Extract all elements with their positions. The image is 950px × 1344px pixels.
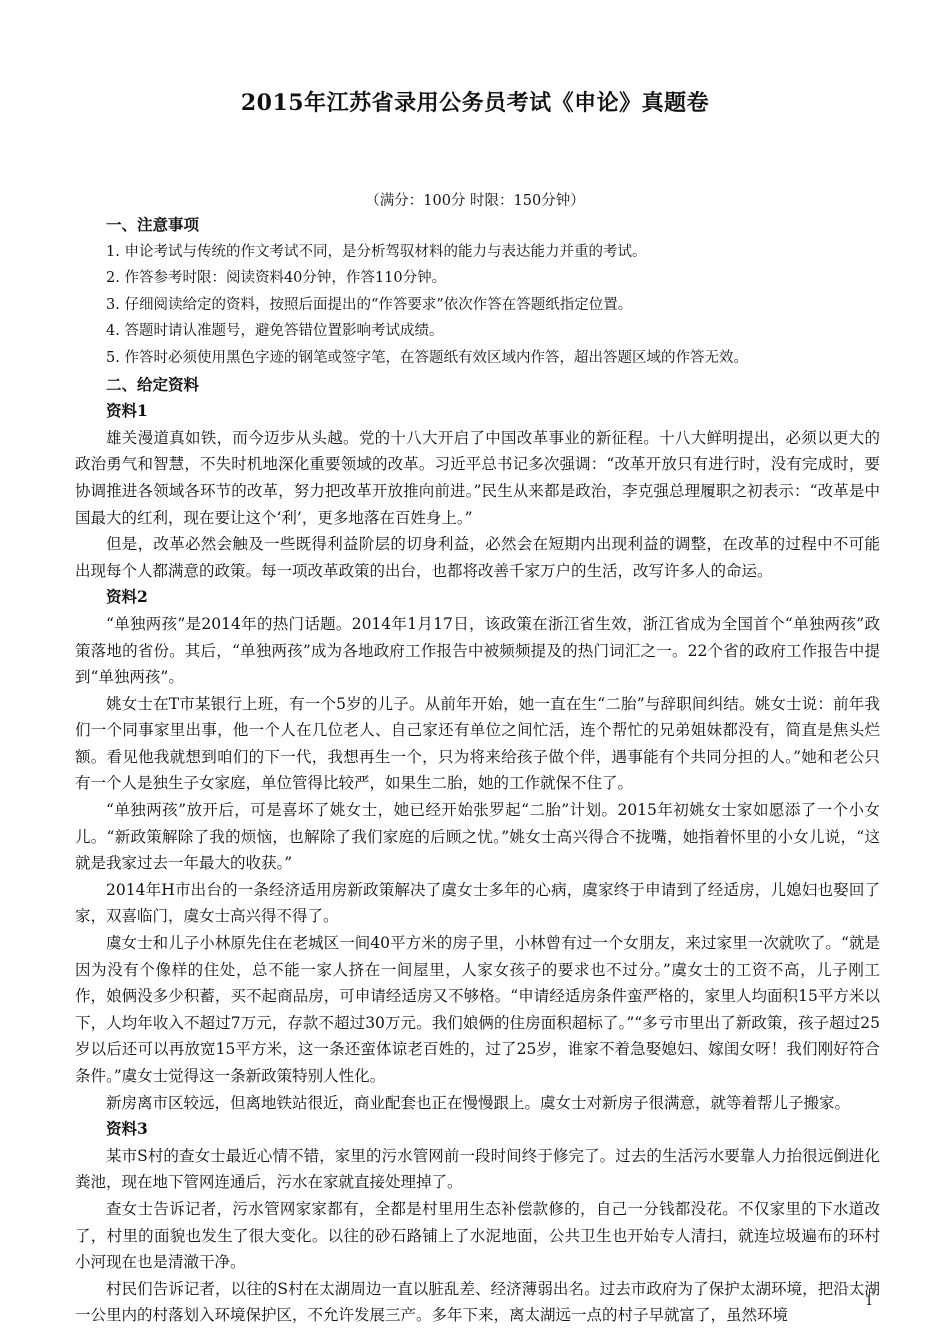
section-heading-notes: 一、注意事项 (106, 215, 200, 234)
note-item: 3. 仔细阅读给定的资料，按照后面提出的“作答要求”依次作答在答题纸指定位置。 (106, 296, 633, 313)
material-paragraph: 姚女士在T市某银行上班，有一个5岁的儿子。从前年开始，她一直在生“二胎”与辞职间纠结。姚女士说：前年我们一个同事家里出事，他一个人在几位老人、自己家还有单位之间忙活，连个帮忙的兄弟姐妹都没有，简直是焦头烂额。看见他我就想到咱们的下一代，我想再生一个，只为将来给孩子做个伴，遇事能有个共同分担的人。”她和老公只有一个人是独生子女家庭，单位管得比较严，如果生二胎，她的工作就保不住了。 (75, 694, 880, 793)
material-paragraph: 查女士告诉记者，污水管网家家都有，全都是村里用生态补偿款修的，自己一分钱都没花。不仅家里的下水道改了，村里的面貌也发生了很大变化。以往的砂石路铺上了水泥地面，公共卫生也开始专人清扫，就连垃圾遍布的环村小河现在也是清澈干净。 (75, 1199, 880, 1272)
material-paragraph: 雄关漫道真如铁，而今迈步从头越。党的十八大开启了中国改革事业的新征程。十八大鲜明提出，必须以更大的政治勇气和智慧，不失时机地深化重要领域的改革。习近平总书记多次强调：“改革开放只有进行时，没有完成时，要协调推进各领域各环节的改革，努力把改革开放推向前进。”民生从来都是政治，李克强总理履职之初表示：“改革是中国最大的红利，现在要让这个‘利’，更多地落在百姓身上。” (75, 428, 880, 527)
note-item: 2. 作答参考时限：阅读资料40分钟，作答110分钟。 (106, 270, 447, 287)
material-paragraph: 虞女士和儿子小林原先住在老城区一间40平方米的房子里，小林曾有过一个女朋友，来过家里一次就吹了。“就是因为没有个像样的住处，总不能一家人挤在一间屋里，人家女孩子的要求也不过分。”虞女士的工资不高，儿子刚工作，娘俩没多少积蓄，买不起商品房，可申请经适房又不够格。“申请经适房条件蛮严格的，家里人均面积15平方米以下，人均年收入不超过7万元，存款不超过30万元。我们娘俩的住房面积超标了。”“多亏市里出了新政策，孩子超过25岁以后还可以再放宽15平方米，这一条还蛮体谅老百姓的，过了25岁，谁家不着急娶媳妇、嫁闺女呀！我们刚好符合条件。”虞女士觉得这一条新政策特别人性化。 (75, 934, 880, 1085)
material-paragraph: 某市S村的查女士最近心情不错，家里的污水管网前一段时间终于修完了。过去的生活污水要靠人力抬很远倒进化粪池，现在地下管网连通后，污水在家就直接处理掉了。 (75, 1146, 880, 1192)
material-heading: 资料1 (106, 401, 148, 421)
note-item: 5. 作答时必须使用黑色字迹的钢笔或签字笔，在答题纸有效区域内作答，超出答题区域的作答无效。 (106, 349, 748, 366)
note-item: 4. 答题时请认准题号，避免答错位置影响考试成绩。 (106, 323, 444, 340)
material-heading: 资料3 (106, 1119, 148, 1139)
page-title: 2015年江苏省录用公务员考试《申论》真题卷 (240, 90, 710, 116)
material-paragraph: 村民们告诉记者，以往的S村在太湖周边一直以脏乱差、经济薄弱出名。过去市政府为了保护太湖环境，把沿太湖一公里内的村落划入环境保护区，不允许发展三产。多年下来，离太湖远一点的村子早就富了，虽然环境 (75, 1279, 880, 1325)
exam-meta: （满分：100分 时限：150分钟） (365, 193, 585, 209)
material-paragraph: “单独两孩”是2014年的热门话题。2014年1月17日，该政策在浙江省生效，浙江省成为全国首个“单独两孩”政策落地的省份。其后，“单独两孩”成为各地政府工作报告中被频频提及的热门词汇之一。22个省的政府工作报告中提到“单独两孩”。 (75, 614, 880, 687)
material-heading: 资料2 (106, 587, 148, 607)
document-body (75, 212, 880, 1329)
material-paragraph: 2014年H市出台的一条经济适用房新政策解决了虞女士多年的心病，虞家终于申请到了经适房，儿媳妇也娶回了家，双喜临门，虞女士高兴得不得了。 (75, 880, 880, 926)
page-number: 1 (865, 1294, 874, 1309)
material-paragraph: “单独两孩”放开后，可是喜坏了姚女士，她已经开始张罗起“二胎”计划。2015年初姚女士家如愿添了一个小女儿。“新政策解除了我的烦恼，也解除了我们家庭的后顾之忧。”姚女士高兴得合不拢嘴，她指着怀里的小女儿说，“这就是我家过去一年最大的收获。” (75, 801, 880, 873)
section-heading-materials: 二、给定资料 (106, 374, 200, 394)
material-paragraph: 新房离市区较远，但离地铁站很近，商业配套也正在慢慢跟上。虞女士对新房子很满意，就等着帮儿子搬家。 (106, 1093, 851, 1112)
material-paragraph: 但是，改革必然会触及一些既得利益阶层的切身利益，必然会在短期内出现利益的调整，在改革的过程中不可能出现每个人都满意的政策。每一项改革政策的出台，也都将改善千家万户的生活，改写许多人的命运。 (75, 535, 880, 580)
note-item: 1. 申论考试与传统的作文考试不同，是分析驾驭材料的能力与表达能力并重的考试。 (106, 243, 647, 260)
